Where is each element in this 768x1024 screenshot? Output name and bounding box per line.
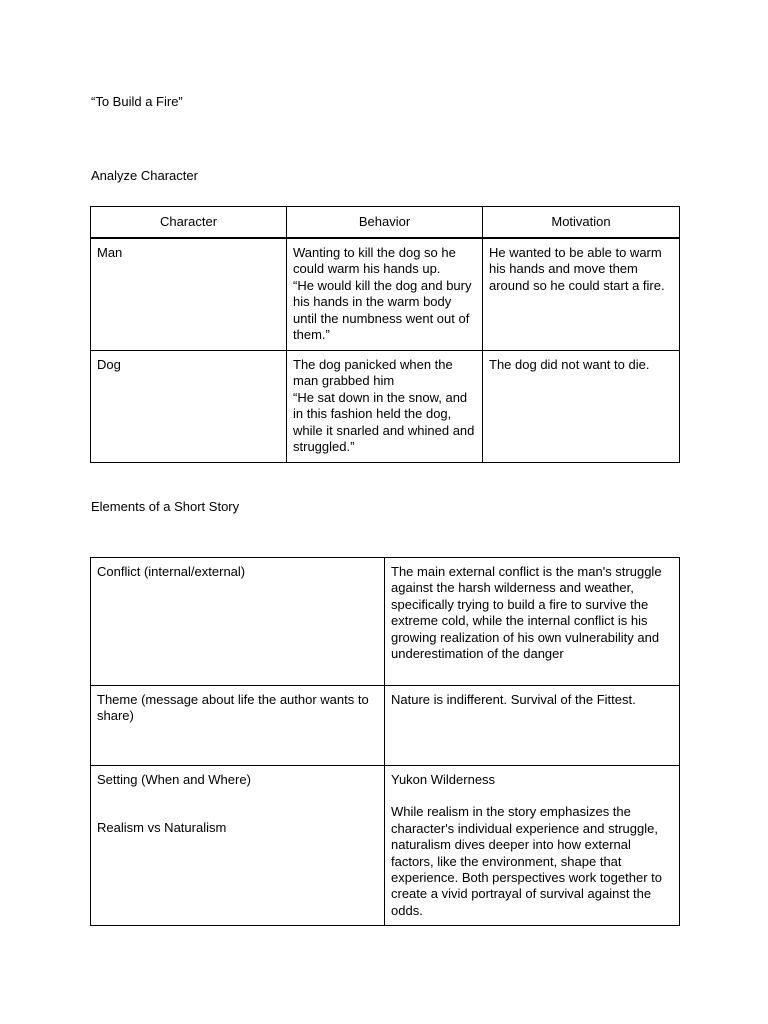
character-cell: Dog <box>91 351 287 463</box>
table-row <box>91 558 680 686</box>
element-value-cell <box>385 766 680 926</box>
realism-naturalism-label: Realism vs Naturalism <box>97 820 227 836</box>
table-header-row <box>91 207 680 239</box>
behavior-quote: “He would kill the dog and bury his hands in the warm body until the numbness went out of them.” <box>293 277 472 343</box>
motivation-cell: He wanted to be able to warm his hands and move them around so he could start a fire. <box>483 238 680 351</box>
table-row <box>91 686 680 766</box>
elements-heading: Elements of a Short Story <box>91 499 240 514</box>
column-header-motivation: Motivation <box>483 207 680 239</box>
spacer <box>97 788 378 820</box>
realism-naturalism-value: While realism in the story emphasizes the character's individual experience and struggle, naturalism dives deeper into how external factors, like the environment, shape that experience. Both perspectives work together to create a vivid portrayal of survival against the odds. <box>391 804 662 918</box>
motivation-cell: The dog did not want to die. <box>483 351 680 463</box>
analyze-character-heading: Analyze Character <box>91 168 198 183</box>
element-label-cell: Conflict (internal/external) <box>91 558 385 686</box>
character-cell: Man <box>91 238 287 351</box>
setting-value: Yukon Wilderness <box>391 772 496 787</box>
document-title: “To Build a Fire” <box>91 94 183 109</box>
element-value-cell: Nature is indifferent. Survival of the Fittest. <box>385 686 680 766</box>
behavior-text: Wanting to kill the dog so he could warm his hands up. <box>293 245 456 277</box>
character-analysis-table <box>90 206 680 463</box>
setting-label: Setting (When and Where) <box>97 772 251 787</box>
table-row <box>91 238 680 351</box>
element-label-cell: Theme (message about life the author wants to share) <box>91 686 385 766</box>
short-story-elements-table <box>90 557 680 926</box>
spacer <box>391 788 673 804</box>
behavior-cell <box>287 351 483 463</box>
table-row <box>91 766 680 926</box>
behavior-quote: “He sat down in the snow, and in this fashion held the dog, while it snarled and whined and struggled.” <box>293 389 475 455</box>
column-header-character: Character <box>91 207 287 239</box>
column-header-behavior: Behavior <box>287 207 483 239</box>
behavior-text: The dog panicked when the man grabbed him <box>293 357 453 389</box>
table-row <box>91 351 680 463</box>
element-label-cell <box>91 766 385 926</box>
behavior-cell <box>287 238 483 351</box>
element-value-cell: The main external conflict is the man's struggle against the harsh wilderness and weather, specifically trying to build a fire to survive the extreme cold, while the internal conflict is his growing realization of his own vulnerability and underestimation of the danger <box>385 558 680 686</box>
